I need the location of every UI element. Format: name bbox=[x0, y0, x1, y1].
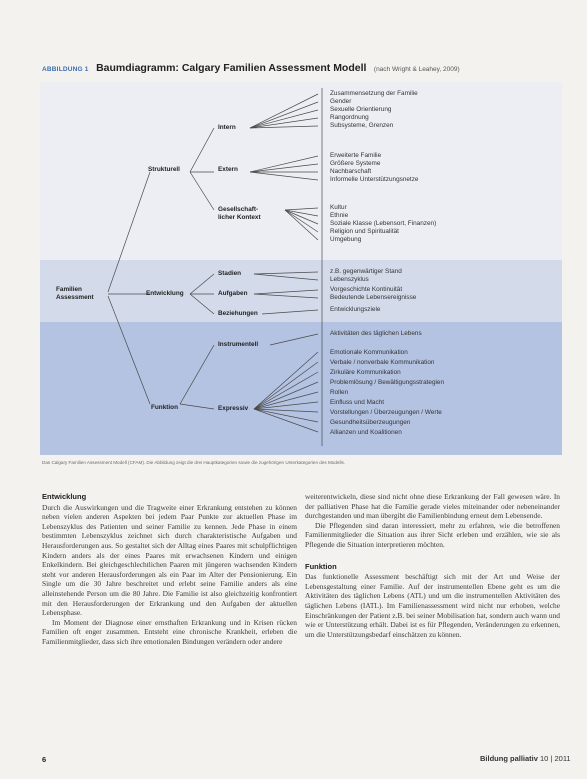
list-item: Kultur bbox=[330, 204, 347, 211]
node-stadien: Stadien bbox=[218, 270, 242, 277]
node-expressiv: Expressiv bbox=[218, 405, 249, 412]
items-extern bbox=[330, 152, 418, 184]
list-item: Sexuelle Orientierung bbox=[330, 106, 392, 114]
list-item: Zusammensetzung der Familie bbox=[330, 90, 418, 97]
list-item: Einfluss und Macht bbox=[330, 399, 384, 406]
list-item: Religion und Spiritualität bbox=[330, 228, 399, 236]
figure-tag: ABBILDUNG 1 bbox=[42, 66, 89, 73]
node-strukturell: Strukturell bbox=[148, 166, 180, 173]
paragraph: weiterentwickeln, diese sind nicht ohne diese Erkrankung der Fall gewesen wäre. In der palliativen Phase hat die Familie gerade vieles miteinander oder nebeneinander durchgestanden und man übergibt die Familienbindung erneut dem Lebensende. bbox=[305, 492, 560, 521]
list-item: z.B. gegenwärtiger Stand bbox=[330, 268, 402, 275]
figure-source: (nach Wright & Leahey, 2009) bbox=[373, 66, 460, 73]
paragraph: Im Moment der Diagnose einer ernsthaften Erkrankung und in Krisen rücken Familien oft enger zusammen. Entsteht eine chronische Krankheit, erleben die Familienmitglieder, dass sich ihre emotionalen Bindungen verändern oder andere bbox=[42, 617, 297, 646]
list-item: Emotionale Kommunikation bbox=[330, 349, 408, 356]
list-item: Zirkuläre Kommunikation bbox=[330, 369, 401, 376]
items-beziehungen bbox=[330, 306, 380, 314]
node-beziehungen: Beziehungen bbox=[218, 310, 258, 317]
list-item: Problemlösung / Bewältigungsstrategien bbox=[330, 379, 445, 386]
list-item: Gesundheitsüberzeugungen bbox=[330, 419, 411, 426]
node-root: Familien Assessment bbox=[56, 286, 94, 301]
list-item: Lebenszyklus bbox=[330, 276, 369, 284]
paragraph: Das funktionelle Assessment beschäftigt sich mit der Art und Weise der Lebensgestaltung einer Familie. Auf der instrumentellen Ebene geht es um die Aktivitäten des täglichen Lebens (ATL) und um die instrumentellen Aktivitäten des täglichen Lebens (IATL). Im Familienassessment wird nicht nur erhoben, welche Einschränkungen der Patient z.B. bei seiner Mobilisation hat, sondern auch wann und wie er Unterstützung erhält. Dabei ist es für Pflegenden, Veränderungen zu erkennen, um die Unterstützungsbedarf einschätzen zu können. bbox=[305, 572, 560, 639]
items-aufgaben bbox=[330, 286, 416, 302]
items-kontext bbox=[330, 204, 436, 244]
list-item: Allianzen und Koalitionen bbox=[330, 429, 402, 436]
list-item: Aktivitäten des täglichen Lebens bbox=[330, 330, 422, 337]
figure-heading: Baumdiagramm: Calgary Familien Assessment Modell bbox=[96, 62, 367, 74]
list-item: Bedeutende Lebensereignisse bbox=[330, 294, 417, 302]
article-column-right bbox=[305, 492, 560, 639]
paragraph: Die Pflegenden sind daran interessiert, mehr zu erfahren, wie die betroffenen Familienmitglieder die Situation aus ihrer Sicht erleben und erzählen, wie sie als Pflegende die Situation interpretieren möchten. bbox=[305, 520, 560, 549]
list-item: Nachbarschaft bbox=[330, 168, 372, 176]
list-item: Vorgeschichte Kontinuität bbox=[330, 286, 403, 293]
node-intern: Intern bbox=[218, 124, 236, 131]
journal-footer bbox=[480, 754, 571, 763]
node-funktion: Funktion bbox=[151, 404, 178, 411]
node-kontext: Gesellschaft- licher Kontext bbox=[218, 206, 261, 221]
list-item: Rangordnung bbox=[330, 114, 369, 122]
list-item: Subsysteme, Grenzen bbox=[330, 122, 394, 130]
list-item: Vorstellungen / Überzeugungen / Werte bbox=[330, 409, 442, 416]
node-instrumentell: Instrumentell bbox=[218, 341, 259, 348]
node-aufgaben: Aufgaben bbox=[218, 290, 248, 297]
node-entwicklung: Entwicklung bbox=[146, 290, 184, 297]
list-item: Gender bbox=[330, 98, 352, 106]
list-item: Erweiterte Familie bbox=[330, 152, 382, 159]
list-item: Informelle Unterstützungsnetze bbox=[330, 176, 419, 184]
list-item: Entwicklungsziele bbox=[330, 306, 381, 313]
figure-caption: Das Calgary Familien Assessment Modell (CFAM). Die Abbildung zeigt die drei Hauptkategorien sowie die zugehörigen Unterkategorien des Modells. bbox=[42, 460, 346, 465]
list-item: Größere Systeme bbox=[330, 160, 381, 168]
items-intern bbox=[330, 90, 418, 130]
section-heading-entwicklung: Entwicklung bbox=[42, 492, 87, 501]
list-item: Umgebung bbox=[330, 236, 362, 244]
journal-issue: 10 | 2011 bbox=[540, 754, 571, 763]
section-heading-funktion: Funktion bbox=[305, 561, 337, 571]
items-instrumentell bbox=[330, 330, 422, 338]
list-item: Ethnie bbox=[330, 212, 349, 220]
paragraph: Durch die Auswirkungen und die Tragweite einer Erkrankung entstehen zu können neben vielen anderen Aspekten bei jedem Paar Punkte zur aktuellen Phase im Lebenszyklus des Patienten und seiner Familie zu kennen. Jede Phase in einem bestimmten Lebenszyklus zeichnet sich durch charakteristische Aufgaben und Herausforderungen aus. So gestaltet sich der Alltag eines Paares mit schulpflichtigen Kindern anders als der eines Paares mit erwachsenen Kindern und einigen Enkelkindern. Bei gleichgeschlechtlichen Paaren mit jüngeren wachsenden Kindern steht vor anderen Herausforderungen als ein Paar im Alter der Pensionierung. Ein Single um die 30 Jahre beschreitet und erlebt seine Familie anders als eine alleinstehende Person um die 80 Jahre. Die Familie ist also gleichzeitig konfrontiert mit den Herausforderungen der Erkrankung und den Aufgaben der aktuellen Lebensphase. bbox=[42, 502, 297, 618]
list-item: Soziale Klasse (Lebensort, Finanzen) bbox=[330, 220, 437, 228]
items-stadien bbox=[330, 268, 402, 284]
node-extern: Extern bbox=[218, 166, 238, 173]
page-number: 6 bbox=[42, 755, 47, 764]
list-item: Verbale / nonverbale Kommunikation bbox=[330, 359, 435, 366]
journal-name: Bildung palliativ bbox=[480, 754, 538, 763]
list-item: Rollen bbox=[330, 389, 349, 396]
article-column-left bbox=[42, 492, 297, 647]
items-expressiv bbox=[330, 348, 444, 438]
